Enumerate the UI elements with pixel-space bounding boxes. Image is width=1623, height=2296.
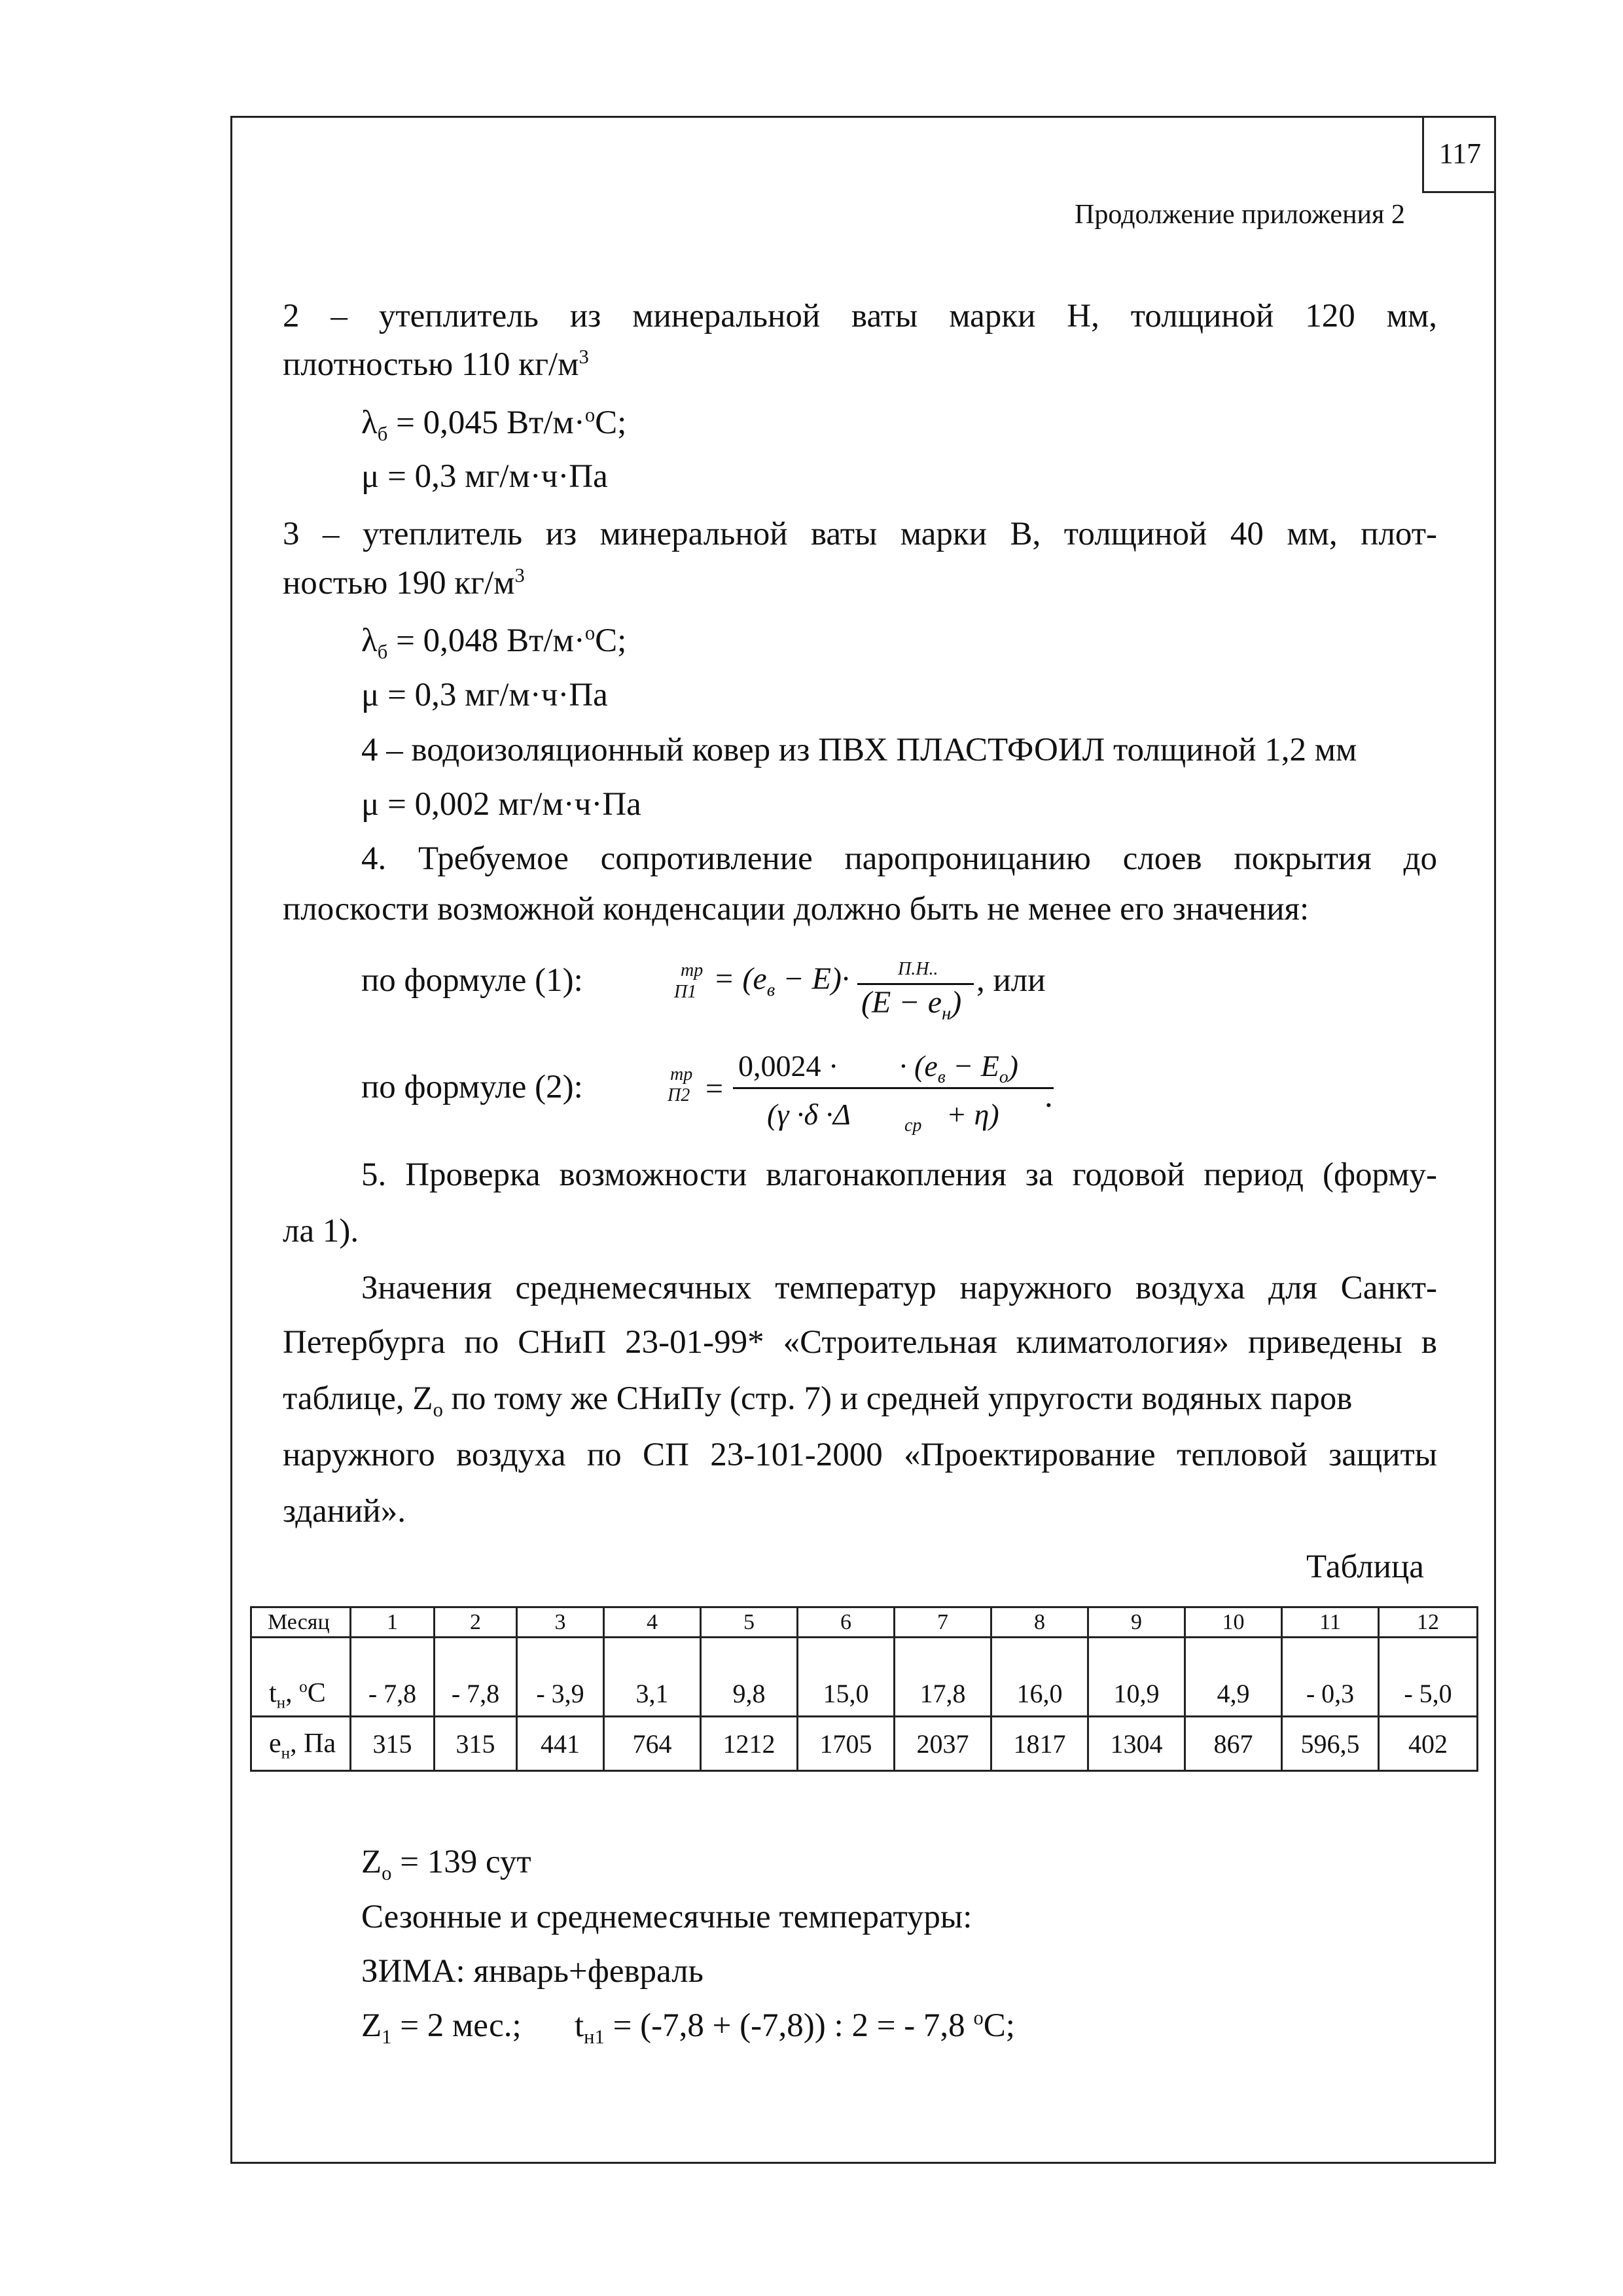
layer2-line1: 2 – утеплитель из минеральной ваты марки Н, толщиной 120 мм, <box>283 298 1437 334</box>
month-cell: 1 <box>351 1607 435 1638</box>
table-cell: 3,1 <box>604 1638 701 1717</box>
table-cell: 4,9 <box>1185 1638 1282 1717</box>
table-cell: 16,0 <box>991 1638 1088 1717</box>
layer3-line1: 3 – утеплитель из минеральной ваты марки В, толщиной 40 мм, плот- <box>283 516 1437 552</box>
table-cell: - 7,8 <box>435 1638 517 1717</box>
formula2-sup: тр <box>670 1064 693 1085</box>
header-continuation: Продолжение приложения 2 <box>1075 200 1405 230</box>
table-cell: 2037 <box>895 1717 991 1771</box>
month-cell: 2 <box>435 1607 517 1638</box>
winter-line: ЗИМА: январь+февраль <box>361 1953 704 1990</box>
month-cell: 6 <box>798 1607 895 1638</box>
section5-line1: 5. Проверка возможности влагонакопления за годовой период (форму- <box>361 1157 1437 1193</box>
para-line5: зданий». <box>283 1493 406 1530</box>
layer2-mu: μ = 0,3 мг/м·ч·Па <box>361 458 608 495</box>
table-cell: 1817 <box>991 1717 1088 1771</box>
table-cell: 764 <box>604 1717 701 1771</box>
formula2-fraction-bar <box>733 1087 1054 1089</box>
table-cell: 402 <box>1379 1717 1478 1771</box>
z1-line: $Z_1 = 2$ мес.; <box>361 2007 522 2049</box>
row-label-pressure: $e_н$, Па <box>251 1717 351 1771</box>
table-cell: 315 <box>351 1717 435 1771</box>
table-header-row <box>251 1607 1478 1638</box>
table-cell: - 5,0 <box>1379 1638 1478 1717</box>
section5-line2: ла 1). <box>283 1213 359 1249</box>
formula2-den: (γ ·δ ·Δ <box>767 1098 851 1131</box>
table-cell: - 7,8 <box>351 1638 435 1717</box>
table-cell: 1212 <box>701 1717 798 1771</box>
layer3-lambda: $\lambda_б = 0,048$ Вт/м·$^o$С; <box>361 622 627 664</box>
table-row-pressure <box>251 1717 1478 1771</box>
zo-line: $Z_o = 139$ сут <box>361 1844 531 1885</box>
formula2-tail: . <box>1044 1078 1053 1115</box>
formula1-tail: , или <box>976 962 1046 999</box>
layer3-mu: μ = 0,3 мг/м·ч·Па <box>361 677 608 713</box>
month-cell: 4 <box>604 1607 701 1638</box>
layer2-lambda: $\lambda_б = 0,045$ Вт/м·$^o$С; <box>361 404 627 446</box>
formula2-num-b: · $(e_в - E_o)$ <box>899 1049 1018 1087</box>
section4-line1: 4. Требуемое сопротивление паропроницанию слоев покрытия до <box>361 840 1437 877</box>
para-line2: Петербурга по СНиП 23-01-99* «Строительная климатология» приведены в <box>283 1324 1437 1361</box>
layer3-line2: ностью 190 $кг/м^3$ <box>283 564 525 601</box>
month-cell: 12 <box>1379 1607 1478 1638</box>
table-cell: 315 <box>435 1717 517 1771</box>
table-row-temperature <box>251 1638 1478 1717</box>
layer4-mu: μ = 0,002 мг/м·ч·Па <box>361 786 641 823</box>
table-cell: 1705 <box>798 1717 895 1771</box>
climate-table <box>250 1606 1478 1772</box>
table-cell: - 3,9 <box>517 1638 604 1717</box>
month-cell: 3 <box>517 1607 604 1638</box>
table-cell: 1304 <box>1088 1717 1185 1771</box>
formula2-eq: = <box>705 1071 724 1106</box>
formula2-num-a: 0,0024 · <box>738 1049 839 1083</box>
formula2-sub: П2 <box>668 1085 690 1105</box>
table-cell: 596,5 <box>1282 1717 1379 1771</box>
formula1-lhs: = $(e_в - E)\cdot$ <box>713 961 849 1001</box>
formula1-sub: П1 <box>674 982 697 1002</box>
table-cell: 867 <box>1185 1717 1282 1771</box>
formula2-den-b: + η) <box>946 1098 999 1131</box>
month-cell: 7 <box>895 1607 991 1638</box>
month-cell: 5 <box>701 1607 798 1638</box>
month-cell: 9 <box>1088 1607 1185 1638</box>
formula1-label: по формуле (1): <box>361 962 583 999</box>
table-cell: 17,8 <box>895 1638 991 1717</box>
table-cell: - 0,3 <box>1282 1638 1379 1717</box>
para-line3: таблице, $Z_o$ по тому же СНиПу (стр. 7) и средней упругости водяных паров <box>283 1380 1353 1422</box>
para-line4: наружного воздуха по СП 23-101-2000 «Проектирование тепловой защиты <box>283 1437 1437 1473</box>
header-month-label: Месяц <box>251 1607 351 1638</box>
table-cell: 9,8 <box>701 1638 798 1717</box>
month-cell: 8 <box>991 1607 1088 1638</box>
para-line1: Значения среднемесячных температур наружного воздуха для Санкт- <box>361 1270 1437 1306</box>
formula1-sup: тр <box>681 960 704 980</box>
month-cell: 11 <box>1282 1607 1379 1638</box>
t1-line: $t_{н1} = (-7,8 + (-7,8))$ : 2 = - 7,8 $^o$С; <box>575 2007 1015 2049</box>
row-label-temperature: $t_н$, $^o$С <box>251 1638 351 1717</box>
formula2-label: по формуле (2): <box>361 1069 583 1105</box>
layer4-line1: 4 – водоизоляционный ковер из ПВХ ПЛАСТФОИЛ толщиной 1,2 мм <box>361 732 1357 768</box>
formula1-numerator: П.Н.. <box>898 959 938 979</box>
table-cell: 15,0 <box>798 1638 895 1717</box>
page-number-box <box>1422 116 1496 193</box>
table-cell: 10,9 <box>1088 1638 1185 1717</box>
seasons-line: Сезонные и среднемесячные температуры: <box>361 1899 972 1935</box>
section4-line2: плоскости возможной конденсации должно быть не менее его значения: <box>283 891 1310 927</box>
month-cell: 10 <box>1185 1607 1282 1638</box>
formula2-den-sub: ср <box>904 1115 922 1136</box>
formula1-denominator: $(E - e_н)$ <box>861 985 962 1024</box>
page-number: 117 <box>1438 137 1482 170</box>
layer2-line2: плотностью 110 $кг/м^3$ <box>283 346 589 383</box>
table-cell: 441 <box>517 1717 604 1771</box>
table-caption: Таблица <box>1306 1549 1424 1585</box>
